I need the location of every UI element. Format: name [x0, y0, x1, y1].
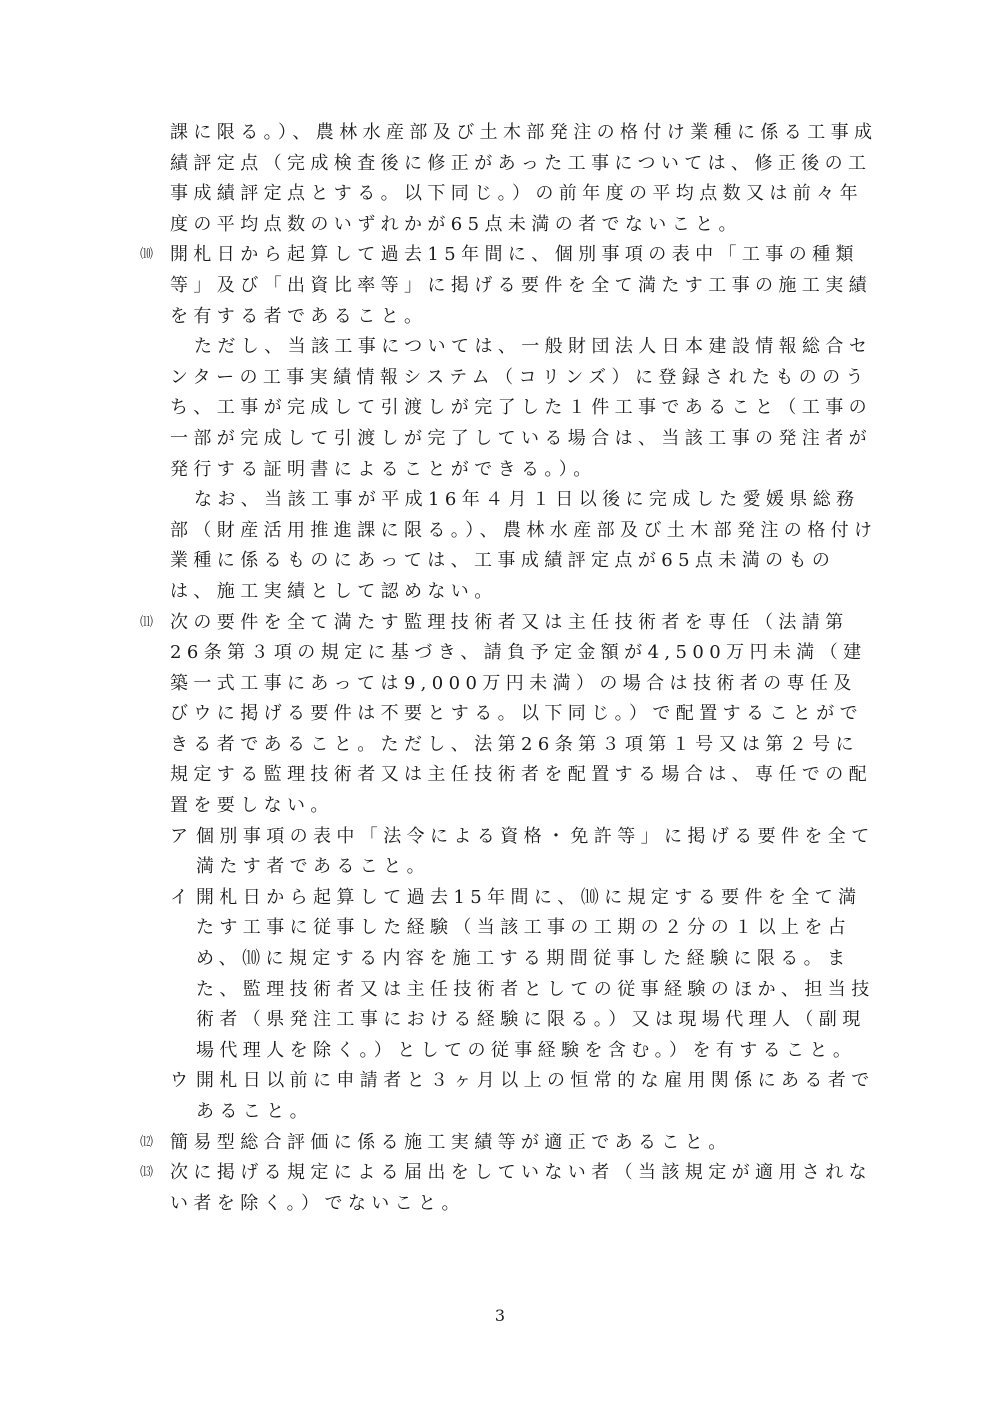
document-body — [140, 118, 880, 1219]
item-11-subitem-a-text: 個別事項の表中「法令による資格・免許等」に掲げる要件を全て満たす者であること。 — [196, 825, 875, 878]
item-13-marker: ⒀ — [140, 1165, 154, 1181]
item-11-subitem-i-text: 開札日から起算して過去15年間に、⑽に規定する要件を全て満たす工事に従事した経験（当該工事の工期の２分の１以上を占め、⑽に規定する内容を施工する期間従事した経験に限る。また、監理技術者又は主任技術者としての従事経験のほか、担当技術者（県発注工事における経験に限る。）又は現場代理人（副現場代理人を除く。）としての従事経験を含む。）を有すること。 — [196, 886, 875, 1061]
continuation-paragraph — [140, 118, 880, 240]
item-11-subitem-i-marker: イ — [170, 886, 188, 908]
item-10-text: 開札日から起算して過去15年間に、個別事項の表中「工事の種類等」及び「出資比率等」に掲げる要件を全て満たす工事の施工実績を有する者であること。 — [170, 244, 872, 327]
item-10-paragraph-3-text: なお、当該工事が平成16年４月１日以後に完成した愛媛県総務部（財産活用推進課に限る。）、農林水産部及び土木部発注の格付け業種に係るものにあっては、工事成績評定点が65点未満のものは、施工実績として認めない。 — [170, 489, 878, 602]
item-11-text: 次の要件を全て満たす監理技術者又は主任技術者を専任（法請第26条第３項の規定に基づき、請負予定金額が4,500万円未満（建築一式工事にあっては9,000万円未満）の場合は技術者の専任及びウに掲げる要件は不要とする。以下同じ。）で配置することができる者であること。ただし、法第26条第３項第１号又は第２号に規定する監理技術者又は主任技術者を配置する場合は、専任での配置を要しない。 — [170, 611, 872, 817]
item-11-marker: ⑾ — [140, 614, 154, 630]
item-11-subitem-i — [140, 883, 880, 1067]
item-10-paragraph-2-text: ただし、当該工事については、一般財団法人日本建設情報総合センターの工事実績情報システム（コリンズ）に登録されたもののうち、工事が完成して引渡しが完了した１件工事であること（工事の一部が完成して引渡しが完了している場合は、当該工事の発注者が発行する証明書によることができる。）。 — [170, 336, 873, 480]
item-11-subitem-u-marker: ウ — [170, 1070, 188, 1092]
item-13-text: 次に掲げる規定による届出をしていない者（当該規定が適用されない者を除く。）でないこと。 — [170, 1162, 872, 1214]
item-10 — [140, 240, 880, 332]
item-11-subitem-u — [140, 1066, 880, 1127]
item-11-subitem-a-marker: ア — [170, 825, 188, 847]
item-13 — [140, 1158, 880, 1219]
item-12 — [140, 1128, 880, 1159]
item-10-paragraph-3 — [140, 485, 880, 607]
page-number: 3 — [494, 1306, 506, 1325]
continuation-text: 課に限る。）、農林水産部及び土木部発注の格付け業種に係る工事成績評定点（完成検査後に修正があった工事については、修正後の工事成績評定点とする。以下同じ。）の前年度の平均点数又は前々年度の平均点数のいずれかが65点未満の者でないこと。 — [170, 122, 878, 235]
item-10-marker: ⑽ — [140, 247, 154, 263]
item-11-subitem-u-text: 開札日以前に申請者と３ヶ月以上の恒常的な雇用関係にある者であること。 — [196, 1070, 875, 1122]
item-10-paragraph-2 — [140, 332, 880, 485]
item-12-text: 簡易型総合評価に係る施工実績等が適正であること。 — [170, 1131, 732, 1153]
item-11 — [140, 608, 880, 822]
item-12-marker: ⑿ — [140, 1134, 154, 1150]
item-11-subitem-a — [140, 822, 880, 883]
